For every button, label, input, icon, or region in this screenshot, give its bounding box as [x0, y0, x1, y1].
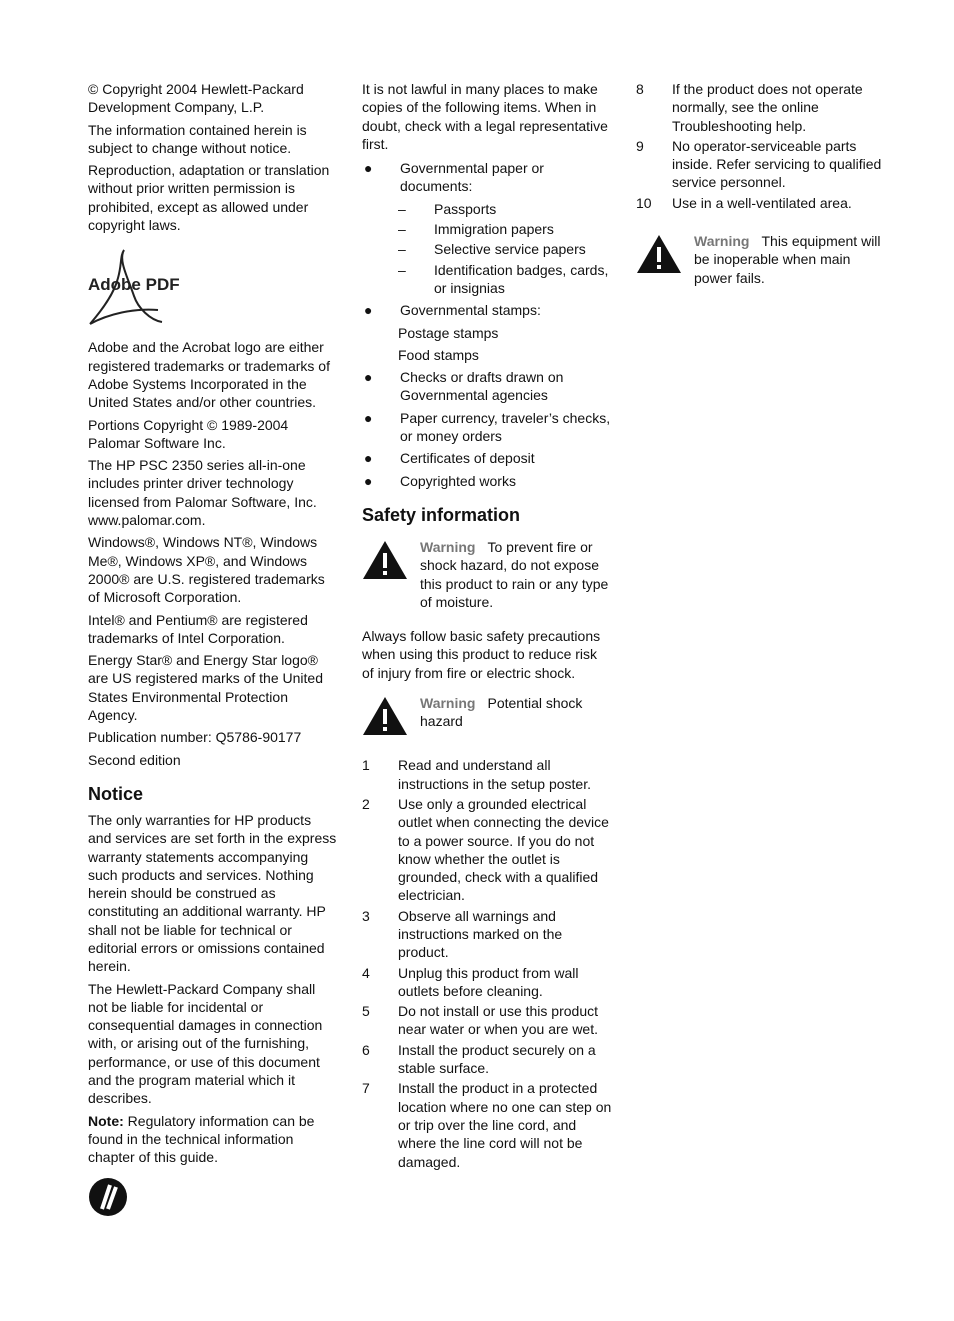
bullet-text: Governmental paper or documents: [400, 160, 544, 195]
adobe-pdf-logo [88, 248, 338, 330]
safety-heading: Safety information [362, 504, 521, 525]
warning-box [362, 694, 612, 740]
dash-text: Selective service papers [434, 241, 586, 258]
warning-box [362, 538, 612, 611]
bullet-mark: ● [364, 450, 373, 467]
step-number: 4 [362, 964, 370, 981]
safety-step [362, 964, 612, 1001]
intel-trademark-paragraph: Intel® and Pentium® are registered trademarks of Intel Corporation. [88, 611, 308, 646]
notice-heading: Notice [88, 783, 144, 804]
step-text: Use only a grounded electrical outlet when connecting the device to a power source. If you do not know whether the outlet is grounded, check with a qualified electrician. [398, 795, 609, 904]
warning-label: Warning [420, 538, 476, 555]
safety-step [362, 1079, 612, 1170]
warning-text: To prevent fire or shock hazard, do not expose this product to rain or any type of moisture. [420, 538, 609, 610]
column-left [88, 80, 338, 1221]
safety-step [362, 1002, 612, 1039]
step-number: 2 [362, 795, 370, 812]
list-item [362, 368, 612, 405]
list-item [362, 301, 612, 319]
step-number: 1 [362, 757, 370, 774]
dash-mark: – [398, 221, 406, 238]
list-item [362, 472, 612, 490]
note-text: Regulatory information can be found in the technical information chapter of this guide. [88, 1112, 315, 1166]
step-number: 3 [362, 907, 370, 924]
hp-logo-icon [88, 1177, 338, 1221]
step-text: Install the product in a protected location where no one can step on or trip over the line cord, and where the line cord will not be damaged. [398, 1080, 612, 1170]
list-item [398, 261, 612, 298]
adobe-trademark-paragraph: Adobe and the Acrobat logo are either registered trademarks or trademarks of Adobe Systems Incorporated in the United States and/or other countries. [88, 339, 330, 411]
edition-text: Second edition [88, 751, 181, 768]
dash-mark: – [398, 200, 406, 217]
bullet-mark: ● [364, 302, 373, 319]
bullet-text: Governmental stamps: [400, 302, 541, 319]
step-text: No operator-serviceable parts inside. Refer servicing to qualified service personnel. [672, 137, 882, 191]
warning-text: Potential shock hazard [420, 695, 583, 730]
column-right [636, 80, 886, 303]
windows-trademark-paragraph: Windows®, Windows NT®, Windows Me®, Windows XP®, and Windows 2000® are U.S. registered trademarks of Microsoft Corporation. [88, 534, 325, 606]
reproduction-paragraph: Reproduction, adaptation or translation without prior written permission is prohibited, except as allowed under copyright laws. [88, 162, 330, 234]
note-label: Note: [88, 1112, 124, 1129]
bullet-text: Checks or drafts drawn on Governmental agencies [400, 369, 564, 404]
step-text: Do not install or use this product near water or when you are wet. [398, 1003, 598, 1038]
copyright-paragraph: © Copyright 2004 Hewlett-Packard Development Company, L.P. [88, 81, 304, 116]
warning-box [636, 232, 886, 287]
safety-step [636, 194, 886, 212]
safety-step [362, 907, 612, 962]
info-change-paragraph: The information contained herein is subject to change without notice. [88, 121, 307, 156]
safety-step [362, 1041, 612, 1078]
step-number: 8 [636, 81, 644, 97]
energy-star-paragraph: Energy Star® and Energy Star logo® are US registered marks of the United States Environmental Protection Agency. [88, 652, 323, 724]
bullet-mark: ● [364, 409, 373, 426]
step-text: Unplug this product from wall outlets before cleaning. [398, 964, 579, 999]
safety-step [636, 137, 886, 192]
list-item [398, 240, 612, 258]
dash-text: Identification badges, cards, or insignias [434, 261, 609, 296]
step-number: 7 [362, 1080, 370, 1097]
dash-mark: – [398, 241, 406, 258]
warning-triangle-icon [362, 538, 420, 611]
safety-step [636, 80, 886, 135]
bullet-text: Copyrighted works [400, 472, 516, 489]
dash-text: Passports [434, 200, 497, 217]
step-text: Observe all warnings and instructions marked on the product. [398, 907, 563, 961]
publication-number: Publication number: Q5786-90177 [88, 729, 302, 746]
bullet-text: Paper currency, traveler’s checks, or money orders [400, 409, 611, 445]
warning-triangle-icon [362, 694, 420, 740]
list-item [362, 409, 612, 446]
liability-paragraph: The Hewlett-Packard Company shall not be liable for incidental or consequential damages in connection with, or arising out of the furnishing, performance, or use of this document and the program material which it describes. [88, 980, 323, 1107]
step-text: Read and understand all instructions in the setup poster. [398, 757, 591, 792]
step-number: 5 [362, 1003, 370, 1020]
adobe-logo-text: Adobe PDF [88, 275, 180, 295]
bullet-text: Certificates of deposit [400, 450, 535, 467]
warning-label: Warning [420, 695, 476, 712]
step-number: 10 [636, 194, 652, 211]
list-item [398, 220, 612, 238]
stamp-item: Postage stamps [398, 324, 499, 341]
step-text: Install the product securely on a stable surface. [398, 1041, 596, 1077]
list-item [362, 159, 612, 196]
precautions-paragraph: Always follow basic safety precautions when using this product to reduce risk of injury from fire or electric shock. [362, 628, 601, 681]
dash-text: Immigration papers [434, 221, 554, 238]
warning-label: Warning [694, 233, 750, 250]
step-number: 9 [636, 137, 644, 154]
safety-step [362, 795, 612, 905]
column-middle [362, 80, 612, 1173]
note-paragraph [88, 1112, 338, 1167]
step-text: Use in a well-ventilated area. [672, 194, 852, 211]
bullet-mark: ● [364, 472, 373, 489]
safety-step [362, 756, 612, 793]
warning-text: This equipment will be inoperable when main power fails. [694, 233, 881, 286]
dash-mark: – [398, 261, 406, 278]
warning-triangle-icon [636, 232, 694, 287]
list-item [398, 200, 612, 218]
warranty-paragraph: The only warranties for HP products and services are set forth in the express warranty statements accompanying such products and services. Nothing herein should be construed as constituting an additional warranty. HP shall not be liable for technical or editorial errors or omissions contained herein. [88, 811, 337, 975]
list-item [362, 449, 612, 467]
bullet-mark: ● [364, 369, 373, 386]
psc-driver-paragraph: The HP PSC 2350 series all-in-one includes printer driver technology licensed from Palomar Software, Inc. www.palomar.com. [88, 457, 317, 529]
portions-copyright-paragraph: Portions Copyright © 1989-2004 Palomar Software Inc. [88, 416, 289, 451]
step-text: If the product does not operate normally, see the online Troubleshooting help. [672, 81, 863, 134]
bullet-mark: ● [364, 160, 373, 177]
lawful-paragraph: It is not lawful in many places to make copies of the following items. When in doubt, check with a legal representative first. [362, 81, 608, 152]
step-number: 6 [362, 1041, 370, 1058]
stamp-item: Food stamps [398, 346, 479, 363]
